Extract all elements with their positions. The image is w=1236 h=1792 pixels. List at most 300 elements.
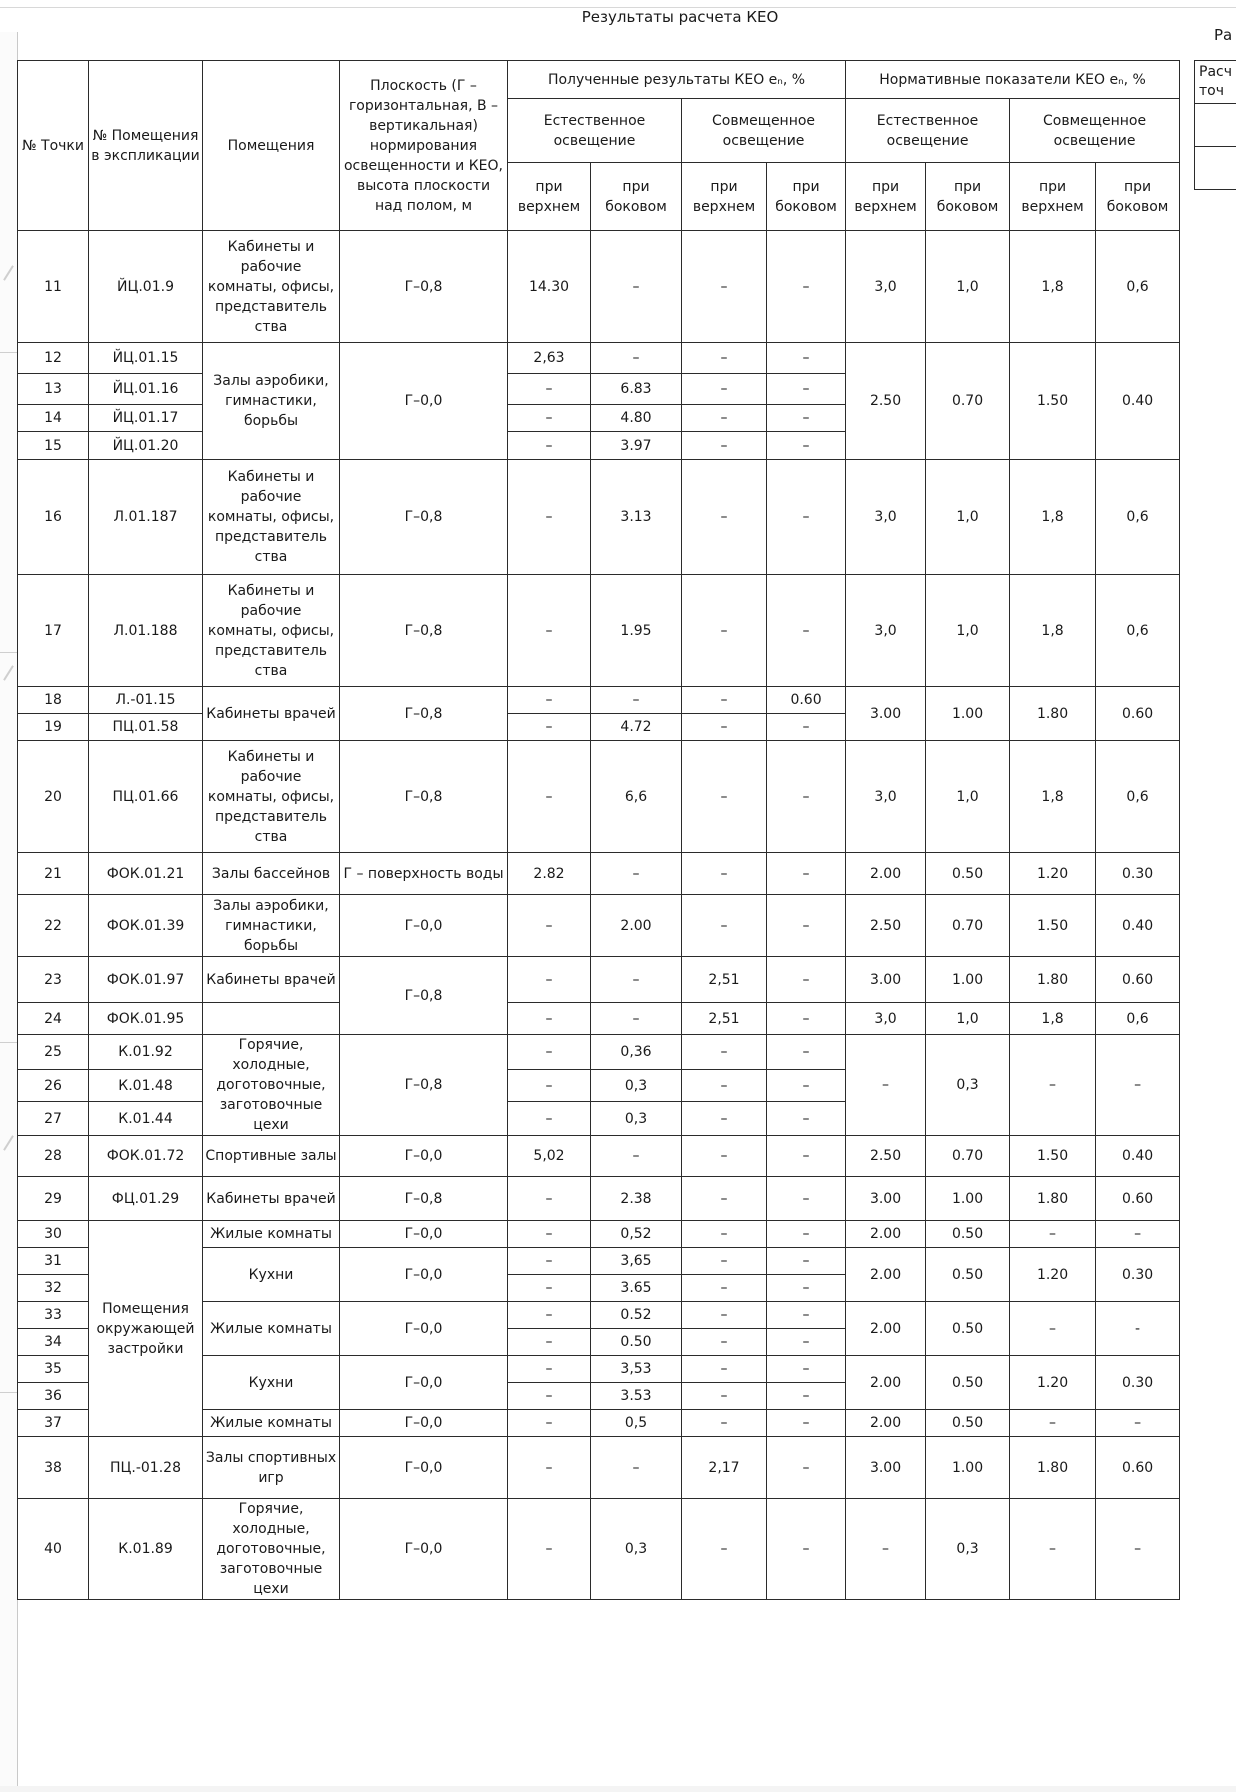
table-row [18, 895, 1180, 957]
obtained-natural-top-cell: – [508, 1275, 591, 1302]
obtained-combined-side-cell: – [767, 1329, 846, 1356]
normative-combined-side-cell: – [1096, 1035, 1180, 1136]
point-number-cell: 14 [18, 405, 89, 432]
point-number-cell: 40 [18, 1499, 89, 1600]
room-name-cell: Горячие, холодные, доготовочные, заготовочные цехи [203, 1035, 340, 1136]
room-number-cell: ФОК.01.97 [89, 957, 203, 1003]
obtained-combined-top-cell: 2,17 [682, 1437, 767, 1499]
room-number-cell: К.01.48 [89, 1069, 203, 1102]
header-obtained-natural: Естественное освещение [508, 99, 682, 163]
point-number-cell: 34 [18, 1329, 89, 1356]
normative-natural-side-cell: 0,3 [926, 1499, 1010, 1600]
normative-combined-top-cell: 1.80 [1010, 957, 1096, 1003]
point-number-cell: 36 [18, 1383, 89, 1410]
normative-natural-side-cell: 1,0 [926, 575, 1010, 687]
normative-natural-top-cell: 3,0 [846, 575, 926, 687]
room-number-cell: К.01.92 [89, 1035, 203, 1070]
normative-natural-side-cell: 0.70 [926, 343, 1010, 460]
obtained-combined-top-cell: – [682, 1383, 767, 1410]
obtained-natural-side-cell: 0.50 [591, 1329, 682, 1356]
obtained-combined-side-cell: – [767, 460, 846, 575]
plane-cell: Г–0,8 [340, 741, 508, 853]
obtained-combined-side-cell: – [767, 1136, 846, 1177]
point-number-cell: 30 [18, 1221, 89, 1248]
keo-results-table [17, 60, 1180, 1600]
normative-combined-top-cell: 1.80 [1010, 1177, 1096, 1221]
obtained-natural-side-cell: 6,6 [591, 741, 682, 853]
strip-divider [0, 1392, 17, 1393]
normative-combined-side-cell: – [1096, 1221, 1180, 1248]
obtained-combined-top-cell: – [682, 374, 767, 405]
room-name-cell: Кабинеты врачей [203, 1177, 340, 1221]
left-border-strip [0, 32, 18, 1792]
normative-combined-top-cell: 1.20 [1010, 853, 1096, 895]
normative-combined-side-cell: 0.60 [1096, 687, 1180, 741]
normative-natural-top-cell: 3.00 [846, 957, 926, 1003]
normative-natural-side-cell: 0.50 [926, 1356, 1010, 1410]
room-number-cell: К.01.44 [89, 1102, 203, 1136]
obtained-natural-top-cell: 14.30 [508, 231, 591, 343]
obtained-natural-top-cell: – [508, 895, 591, 957]
table-row [18, 343, 1180, 374]
obtained-combined-top-cell: – [682, 460, 767, 575]
bottom-band [0, 1786, 1236, 1792]
obtained-natural-side-cell: 0,3 [591, 1102, 682, 1136]
strip-cut-mark [3, 1135, 14, 1150]
plane-cell: Г–0,8 [340, 1035, 508, 1136]
normative-natural-top-cell: 3.00 [846, 1177, 926, 1221]
point-number-cell: 23 [18, 957, 89, 1003]
normative-combined-top-cell: 1,8 [1010, 741, 1096, 853]
obtained-natural-top-cell: – [508, 1248, 591, 1275]
normative-natural-top-cell: 3.00 [846, 687, 926, 741]
normative-combined-side-cell: 0,6 [1096, 1003, 1180, 1035]
normative-natural-top-cell: 2.00 [846, 1248, 926, 1302]
header-obtained: Полученные результаты КЕО eₙ, % [508, 61, 846, 99]
header-room-no: № Помещения в экспликации [89, 61, 203, 231]
page-title: Результаты расчета КЕО [581, 8, 779, 26]
obtained-combined-side-cell: – [767, 1356, 846, 1383]
normative-combined-top-cell: 1,8 [1010, 575, 1096, 687]
room-number-cell: ПЦ.01.66 [89, 741, 203, 853]
obtained-natural-top-cell: 2.82 [508, 853, 591, 895]
header-side: при боковом [1096, 163, 1180, 231]
obtained-combined-top-cell: 2,51 [682, 1003, 767, 1035]
point-number-cell: 25 [18, 1035, 89, 1070]
obtained-combined-side-cell: – [767, 1035, 846, 1070]
normative-combined-side-cell: - [1096, 1302, 1180, 1356]
table-row [18, 1437, 1180, 1499]
header-side: при боковом [767, 163, 846, 231]
normative-combined-side-cell: 0.60 [1096, 1437, 1180, 1499]
plane-cell: Г–0,0 [340, 1499, 508, 1600]
obtained-combined-side-cell: – [767, 1248, 846, 1275]
normative-combined-top-cell: – [1010, 1499, 1096, 1600]
obtained-natural-top-cell: 2,63 [508, 343, 591, 374]
obtained-natural-top-cell: – [508, 1003, 591, 1035]
normative-combined-side-cell: 0.40 [1096, 343, 1180, 460]
room-name-cell: Кабинеты и рабочие комнаты, офисы, представитель ства [203, 741, 340, 853]
side-table-cell [1195, 147, 1236, 190]
room-name-cell: Жилые комнаты [203, 1410, 340, 1437]
strip-cut-mark [3, 265, 14, 280]
plane-cell: Г–0,8 [340, 231, 508, 343]
normative-natural-side-cell: 0.50 [926, 1302, 1010, 1356]
room-name-cell: Залы аэробики, гимнастики, борьбы [203, 343, 340, 460]
normative-natural-side-cell: 0,3 [926, 1035, 1010, 1136]
obtained-natural-top-cell: – [508, 460, 591, 575]
obtained-natural-top-cell: – [508, 1221, 591, 1248]
room-name-cell: Кухни [203, 1356, 340, 1410]
obtained-natural-side-cell: 3.97 [591, 432, 682, 460]
side-table-cell [1195, 104, 1236, 147]
obtained-combined-side-cell: – [767, 1177, 846, 1221]
point-number-cell: 22 [18, 895, 89, 957]
point-number-cell: 38 [18, 1437, 89, 1499]
plane-cell: Г–0,0 [340, 895, 508, 957]
room-number-cell: ФОК.01.72 [89, 1136, 203, 1177]
normative-combined-top-cell: – [1010, 1221, 1096, 1248]
obtained-natural-side-cell: 3.13 [591, 460, 682, 575]
plane-cell: Г–0,8 [340, 575, 508, 687]
normative-combined-top-cell: 1.80 [1010, 687, 1096, 741]
normative-combined-side-cell: 0.60 [1096, 1177, 1180, 1221]
obtained-combined-side-cell: – [767, 1003, 846, 1035]
table-row [18, 741, 1180, 853]
obtained-natural-side-cell: 3.53 [591, 1383, 682, 1410]
obtained-natural-side-cell: 3,53 [591, 1356, 682, 1383]
table-row [18, 957, 1180, 1003]
header-normative-natural: Естественное освещение [846, 99, 1010, 163]
normative-natural-side-cell: 1.00 [926, 957, 1010, 1003]
normative-natural-top-cell: 3.00 [846, 1437, 926, 1499]
room-number-cell: ФЦ.01.29 [89, 1177, 203, 1221]
plane-cell: Г–0,8 [340, 957, 508, 1035]
plane-cell: Г–0,0 [340, 1221, 508, 1248]
normative-natural-side-cell: 0.50 [926, 853, 1010, 895]
obtained-combined-top-cell: – [682, 1069, 767, 1102]
header-side: при боковом [926, 163, 1010, 231]
obtained-natural-side-cell: 2.00 [591, 895, 682, 957]
normative-combined-top-cell: 1,8 [1010, 460, 1096, 575]
obtained-combined-top-cell: – [682, 231, 767, 343]
header-plane: Плоскость (Г – горизонтальная, В – вертикальная) нормирования освещенности и КЕО, высота плоскости над полом, м [340, 61, 508, 231]
normative-natural-top-cell: 2.50 [846, 895, 926, 957]
table-row [18, 460, 1180, 575]
obtained-combined-side-cell: – [767, 1221, 846, 1248]
normative-combined-side-cell: 0.30 [1096, 853, 1180, 895]
obtained-natural-top-cell: – [508, 374, 591, 405]
obtained-natural-side-cell: 2.38 [591, 1177, 682, 1221]
point-number-cell: 15 [18, 432, 89, 460]
normative-combined-side-cell: – [1096, 1499, 1180, 1600]
table-row [18, 231, 1180, 343]
obtained-natural-top-cell: – [508, 1410, 591, 1437]
plane-cell: Г–0,0 [340, 343, 508, 460]
room-number-cell: Л.01.188 [89, 575, 203, 687]
obtained-combined-top-cell: – [682, 1136, 767, 1177]
normative-combined-top-cell: 1.50 [1010, 343, 1096, 460]
room-number-cell: ФОК.01.95 [89, 1003, 203, 1035]
normative-natural-side-cell: 1,0 [926, 460, 1010, 575]
normative-combined-top-cell: 1,8 [1010, 231, 1096, 343]
room-number-cell: Л.01.187 [89, 460, 203, 575]
obtained-combined-side-cell: – [767, 1275, 846, 1302]
normative-combined-side-cell: 0,6 [1096, 741, 1180, 853]
obtained-natural-side-cell: 4.72 [591, 714, 682, 741]
room-number-cell: ФОК.01.21 [89, 853, 203, 895]
plane-cell: Г–0,8 [340, 1177, 508, 1221]
obtained-natural-top-cell: – [508, 405, 591, 432]
point-number-cell: 32 [18, 1275, 89, 1302]
header-point-no: № Точки [18, 61, 89, 231]
room-name-cell: Кабинеты врачей [203, 957, 340, 1003]
obtained-combined-top-cell: – [682, 1410, 767, 1437]
header-top: при верхнем [682, 163, 767, 231]
room-number-cell: ЙЦ.01.15 [89, 343, 203, 374]
room-name-cell: Жилые комнаты [203, 1221, 340, 1248]
normative-natural-top-cell: 3,0 [846, 1003, 926, 1035]
header-side: при боковом [591, 163, 682, 231]
room-number-cell: ЙЦ.01.20 [89, 432, 203, 460]
point-number-cell: 20 [18, 741, 89, 853]
point-number-cell: 21 [18, 853, 89, 895]
obtained-natural-side-cell: – [591, 231, 682, 343]
room-number-cell: ПЦ.-01.28 [89, 1437, 203, 1499]
room-name-cell: Залы бассейнов [203, 853, 340, 895]
room-name-cell: Залы аэробики, гимнастики, борьбы [203, 895, 340, 957]
side-table [1194, 60, 1236, 190]
obtained-combined-top-cell: – [682, 714, 767, 741]
obtained-combined-top-cell: – [682, 1499, 767, 1600]
table-row [18, 1136, 1180, 1177]
normative-combined-side-cell: 0.40 [1096, 895, 1180, 957]
header-top: при верхнем [846, 163, 926, 231]
obtained-combined-side-cell: – [767, 1437, 846, 1499]
header-normative: Нормативные показатели КЕО eₙ, % [846, 61, 1180, 99]
normative-combined-side-cell: – [1096, 1410, 1180, 1437]
room-name-cell: Кабинеты и рабочие комнаты, офисы, представитель ства [203, 575, 340, 687]
plane-cell: Г – поверхность воды [340, 853, 508, 895]
obtained-combined-side-cell: – [767, 741, 846, 853]
obtained-combined-side-cell: – [767, 231, 846, 343]
obtained-combined-side-cell: 0.60 [767, 687, 846, 714]
room-number-cell: ЙЦ.01.17 [89, 405, 203, 432]
point-number-cell: 26 [18, 1069, 89, 1102]
obtained-combined-top-cell: 2,51 [682, 957, 767, 1003]
normative-natural-top-cell: 2.50 [846, 1136, 926, 1177]
table-row [18, 1035, 1180, 1070]
obtained-natural-top-cell: – [508, 1069, 591, 1102]
point-number-cell: 16 [18, 460, 89, 575]
normative-natural-side-cell: 1,0 [926, 231, 1010, 343]
table-row [18, 853, 1180, 895]
header-obtained-combined: Совмещенное освещение [682, 99, 846, 163]
normative-combined-top-cell: – [1010, 1302, 1096, 1356]
obtained-natural-side-cell: – [591, 687, 682, 714]
normative-natural-side-cell: 1.00 [926, 687, 1010, 741]
obtained-natural-top-cell: – [508, 1035, 591, 1070]
normative-natural-side-cell: 1,0 [926, 1003, 1010, 1035]
obtained-combined-top-cell: – [682, 1356, 767, 1383]
obtained-natural-top-cell: – [508, 1177, 591, 1221]
strip-divider [0, 1042, 17, 1043]
normative-natural-top-cell: 2.00 [846, 1221, 926, 1248]
point-number-cell: 11 [18, 231, 89, 343]
obtained-combined-top-cell: – [682, 432, 767, 460]
obtained-natural-side-cell: 0,36 [591, 1035, 682, 1070]
normative-natural-top-cell: 3,0 [846, 460, 926, 575]
room-number-cell: ЙЦ.01.9 [89, 231, 203, 343]
normative-combined-side-cell: 0,6 [1096, 231, 1180, 343]
obtained-combined-side-cell: – [767, 374, 846, 405]
normative-combined-side-cell: 0.30 [1096, 1356, 1180, 1410]
normative-combined-top-cell: 1.50 [1010, 895, 1096, 957]
obtained-natural-side-cell: 3,65 [591, 1248, 682, 1275]
obtained-natural-side-cell: – [591, 853, 682, 895]
obtained-combined-top-cell: – [682, 1248, 767, 1275]
normative-natural-side-cell: 0.50 [926, 1410, 1010, 1437]
normative-natural-side-cell: 0.50 [926, 1248, 1010, 1302]
plane-cell: Г–0,0 [340, 1136, 508, 1177]
obtained-combined-top-cell: – [682, 1102, 767, 1136]
obtained-combined-top-cell: – [682, 895, 767, 957]
normative-combined-top-cell: 1.20 [1010, 1248, 1096, 1302]
obtained-natural-top-cell: 5,02 [508, 1136, 591, 1177]
obtained-combined-side-cell: – [767, 1302, 846, 1329]
obtained-combined-side-cell: – [767, 714, 846, 741]
strip-cut-mark [3, 665, 14, 680]
normative-natural-top-cell: 3,0 [846, 231, 926, 343]
obtained-natural-top-cell: – [508, 432, 591, 460]
obtained-combined-top-cell: – [682, 741, 767, 853]
point-number-cell: 31 [18, 1248, 89, 1275]
normative-combined-side-cell: 0.60 [1096, 957, 1180, 1003]
normative-combined-side-cell: 0.30 [1096, 1248, 1180, 1302]
normative-combined-top-cell: 1,8 [1010, 1003, 1096, 1035]
obtained-natural-top-cell: – [508, 575, 591, 687]
obtained-combined-side-cell: – [767, 432, 846, 460]
obtained-combined-top-cell: – [682, 1035, 767, 1070]
normative-natural-top-cell: 2.00 [846, 1302, 926, 1356]
room-number-cell: ЙЦ.01.16 [89, 374, 203, 405]
table-body [18, 231, 1180, 1600]
obtained-natural-top-cell: – [508, 714, 591, 741]
obtained-combined-side-cell: – [767, 1410, 846, 1437]
obtained-natural-side-cell: 4.80 [591, 405, 682, 432]
room-number-cell: ФОК.01.39 [89, 895, 203, 957]
obtained-natural-side-cell: 6.83 [591, 374, 682, 405]
point-number-cell: 19 [18, 714, 89, 741]
obtained-combined-side-cell: – [767, 405, 846, 432]
room-name-cell: Залы спортивных игр [203, 1437, 340, 1499]
obtained-combined-side-cell: – [767, 343, 846, 374]
obtained-natural-top-cell: – [508, 1329, 591, 1356]
point-number-cell: 12 [18, 343, 89, 374]
normative-combined-top-cell: – [1010, 1035, 1096, 1136]
normative-natural-top-cell: 2.00 [846, 853, 926, 895]
obtained-natural-side-cell: – [591, 1003, 682, 1035]
obtained-combined-top-cell: – [682, 1221, 767, 1248]
obtained-natural-side-cell: 0,5 [591, 1410, 682, 1437]
obtained-combined-side-cell: – [767, 1069, 846, 1102]
normative-combined-top-cell: – [1010, 1410, 1096, 1437]
header-top: при верхнем [508, 163, 591, 231]
obtained-natural-side-cell: 0,3 [591, 1069, 682, 1102]
normative-combined-side-cell: 0,6 [1096, 575, 1180, 687]
normative-natural-side-cell: 0.50 [926, 1221, 1010, 1248]
obtained-natural-top-cell: – [508, 687, 591, 714]
point-number-cell: 24 [18, 1003, 89, 1035]
obtained-natural-top-cell: – [508, 1356, 591, 1383]
strip-divider [0, 352, 17, 353]
strip-divider [0, 652, 17, 653]
point-number-cell: 35 [18, 1356, 89, 1383]
obtained-combined-top-cell: – [682, 1302, 767, 1329]
room-name-cell [203, 1003, 340, 1035]
obtained-natural-side-cell: 0,52 [591, 1221, 682, 1248]
plane-cell: Г–0,8 [340, 687, 508, 741]
obtained-combined-side-cell: – [767, 1383, 846, 1410]
normative-natural-top-cell: – [846, 1035, 926, 1136]
obtained-natural-side-cell: – [591, 1437, 682, 1499]
obtained-natural-top-cell: – [508, 1499, 591, 1600]
obtained-combined-top-cell: – [682, 853, 767, 895]
obtained-natural-top-cell: – [508, 1102, 591, 1136]
point-number-cell: 28 [18, 1136, 89, 1177]
obtained-natural-top-cell: – [508, 1437, 591, 1499]
obtained-combined-top-cell: – [682, 1329, 767, 1356]
room-number-cell: Л.-01.15 [89, 687, 203, 714]
obtained-natural-side-cell: – [591, 957, 682, 1003]
table-row [18, 575, 1180, 687]
plane-cell: Г–0,0 [340, 1356, 508, 1410]
room-name-cell: Кабинеты врачей [203, 687, 340, 741]
room-name-cell: Кабинеты и рабочие комнаты, офисы, представитель ства [203, 231, 340, 343]
table-row [18, 1003, 1180, 1035]
obtained-combined-top-cell: – [682, 1275, 767, 1302]
obtained-combined-side-cell: – [767, 957, 846, 1003]
room-name-cell: Кухни [203, 1248, 340, 1302]
obtained-combined-side-cell: – [767, 575, 846, 687]
room-number-cell: ПЦ.01.58 [89, 714, 203, 741]
obtained-combined-top-cell: – [682, 687, 767, 714]
obtained-natural-top-cell: – [508, 1383, 591, 1410]
normative-combined-top-cell: 1.80 [1010, 1437, 1096, 1499]
normative-natural-side-cell: 0.70 [926, 895, 1010, 957]
table-row [18, 1499, 1180, 1600]
obtained-combined-side-cell: – [767, 895, 846, 957]
room-number-cell: Помещения окружающей застройки [89, 1221, 203, 1437]
obtained-combined-top-cell: – [682, 575, 767, 687]
normative-natural-side-cell: 0.70 [926, 1136, 1010, 1177]
obtained-combined-side-cell: – [767, 1499, 846, 1600]
normative-natural-side-cell: 1.00 [926, 1177, 1010, 1221]
obtained-natural-top-cell: – [508, 957, 591, 1003]
point-number-cell: 17 [18, 575, 89, 687]
room-name-cell: Жилые комнаты [203, 1302, 340, 1356]
normative-combined-top-cell: 1.50 [1010, 1136, 1096, 1177]
side-table-header: Расч точ [1195, 61, 1236, 104]
obtained-natural-side-cell: – [591, 343, 682, 374]
normative-combined-top-cell: 1.20 [1010, 1356, 1096, 1410]
room-name-cell: Кабинеты и рабочие комнаты, офисы, представитель ства [203, 460, 340, 575]
room-name-cell: Спортивные залы [203, 1136, 340, 1177]
point-number-cell: 33 [18, 1302, 89, 1329]
normative-natural-top-cell: 3,0 [846, 741, 926, 853]
point-number-cell: 37 [18, 1410, 89, 1437]
obtained-combined-top-cell: – [682, 1177, 767, 1221]
